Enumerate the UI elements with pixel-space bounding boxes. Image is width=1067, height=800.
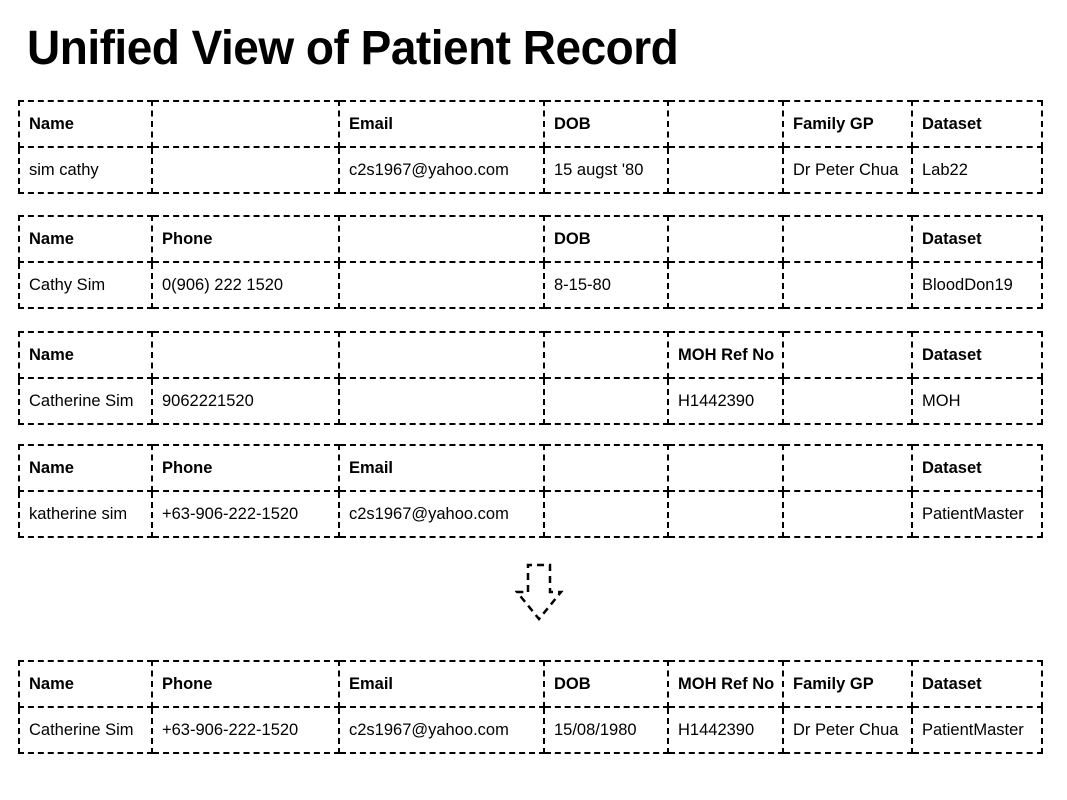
value-cell: Catherine Sim [19,378,152,424]
value-cell: H1442390 [668,707,783,753]
header-cell: Family GP [783,101,912,147]
header-cell: Name [19,661,152,707]
table-row [19,707,1042,753]
table-header-row [19,332,1042,378]
header-cell [783,445,912,491]
value-cell [339,262,544,308]
header-cell: Dataset [912,101,1042,147]
header-cell [668,445,783,491]
value-cell: 8-15-80 [544,262,668,308]
header-cell: Email [339,661,544,707]
value-cell: c2s1967@yahoo.com [339,491,544,537]
header-cell: Phone [152,216,339,262]
header-cell [544,445,668,491]
value-cell: 15 augst '80 [544,147,668,193]
value-cell: H1442390 [668,378,783,424]
record-table-lab22 [18,100,1043,194]
value-cell [544,491,668,537]
value-cell: MOH [912,378,1042,424]
value-cell: Cathy Sim [19,262,152,308]
table-header-row [19,216,1042,262]
value-cell: 0(906) 222 1520 [152,262,339,308]
table-header-row [19,101,1042,147]
value-cell: c2s1967@yahoo.com [339,147,544,193]
header-cell [152,332,339,378]
value-cell [783,378,912,424]
header-cell: Name [19,216,152,262]
header-cell: Phone [152,445,339,491]
value-cell [668,262,783,308]
value-cell: PatientMaster [912,491,1042,537]
header-cell: MOH Ref No [668,332,783,378]
value-cell [339,378,544,424]
record-table-blooddon19 [18,215,1043,309]
value-cell: Dr Peter Chua [783,147,912,193]
value-cell: Lab22 [912,147,1042,193]
value-cell: +63-906-222-1520 [152,491,339,537]
value-cell [668,491,783,537]
value-cell: 15/08/1980 [544,707,668,753]
header-cell: Email [339,445,544,491]
dashed-down-arrow-icon [515,562,565,624]
record-table-moh [18,331,1043,425]
header-cell [668,216,783,262]
value-cell: BloodDon19 [912,262,1042,308]
table-header-row [19,445,1042,491]
value-cell: Dr Peter Chua [783,707,912,753]
header-cell [783,216,912,262]
table-row [19,147,1042,193]
header-cell: Name [19,101,152,147]
value-cell: +63-906-222-1520 [152,707,339,753]
value-cell: 9062221520 [152,378,339,424]
header-cell: Family GP [783,661,912,707]
header-cell [544,332,668,378]
value-cell: katherine sim [19,491,152,537]
header-cell [668,101,783,147]
header-cell: Dataset [912,445,1042,491]
header-cell [339,332,544,378]
table-row [19,262,1042,308]
header-cell: DOB [544,216,668,262]
header-cell [152,101,339,147]
table-row [19,491,1042,537]
value-cell: sim cathy [19,147,152,193]
header-cell: Name [19,445,152,491]
header-cell [339,216,544,262]
header-cell: Phone [152,661,339,707]
value-cell [783,262,912,308]
header-cell: DOB [544,661,668,707]
header-cell: Dataset [912,661,1042,707]
header-cell: Dataset [912,216,1042,262]
header-cell: MOH Ref No [668,661,783,707]
header-cell [783,332,912,378]
record-table-patientmaster [18,444,1043,538]
value-cell: c2s1967@yahoo.com [339,707,544,753]
value-cell [783,491,912,537]
value-cell [544,378,668,424]
value-cell: PatientMaster [912,707,1042,753]
value-cell [152,147,339,193]
header-cell: DOB [544,101,668,147]
value-cell [668,147,783,193]
table-row [19,378,1042,424]
header-cell: Name [19,332,152,378]
table-header-row [19,661,1042,707]
page-title: Unified View of Patient Record [27,20,679,75]
header-cell: Email [339,101,544,147]
value-cell: Catherine Sim [19,707,152,753]
unified-record-table [18,660,1043,754]
header-cell: Dataset [912,332,1042,378]
